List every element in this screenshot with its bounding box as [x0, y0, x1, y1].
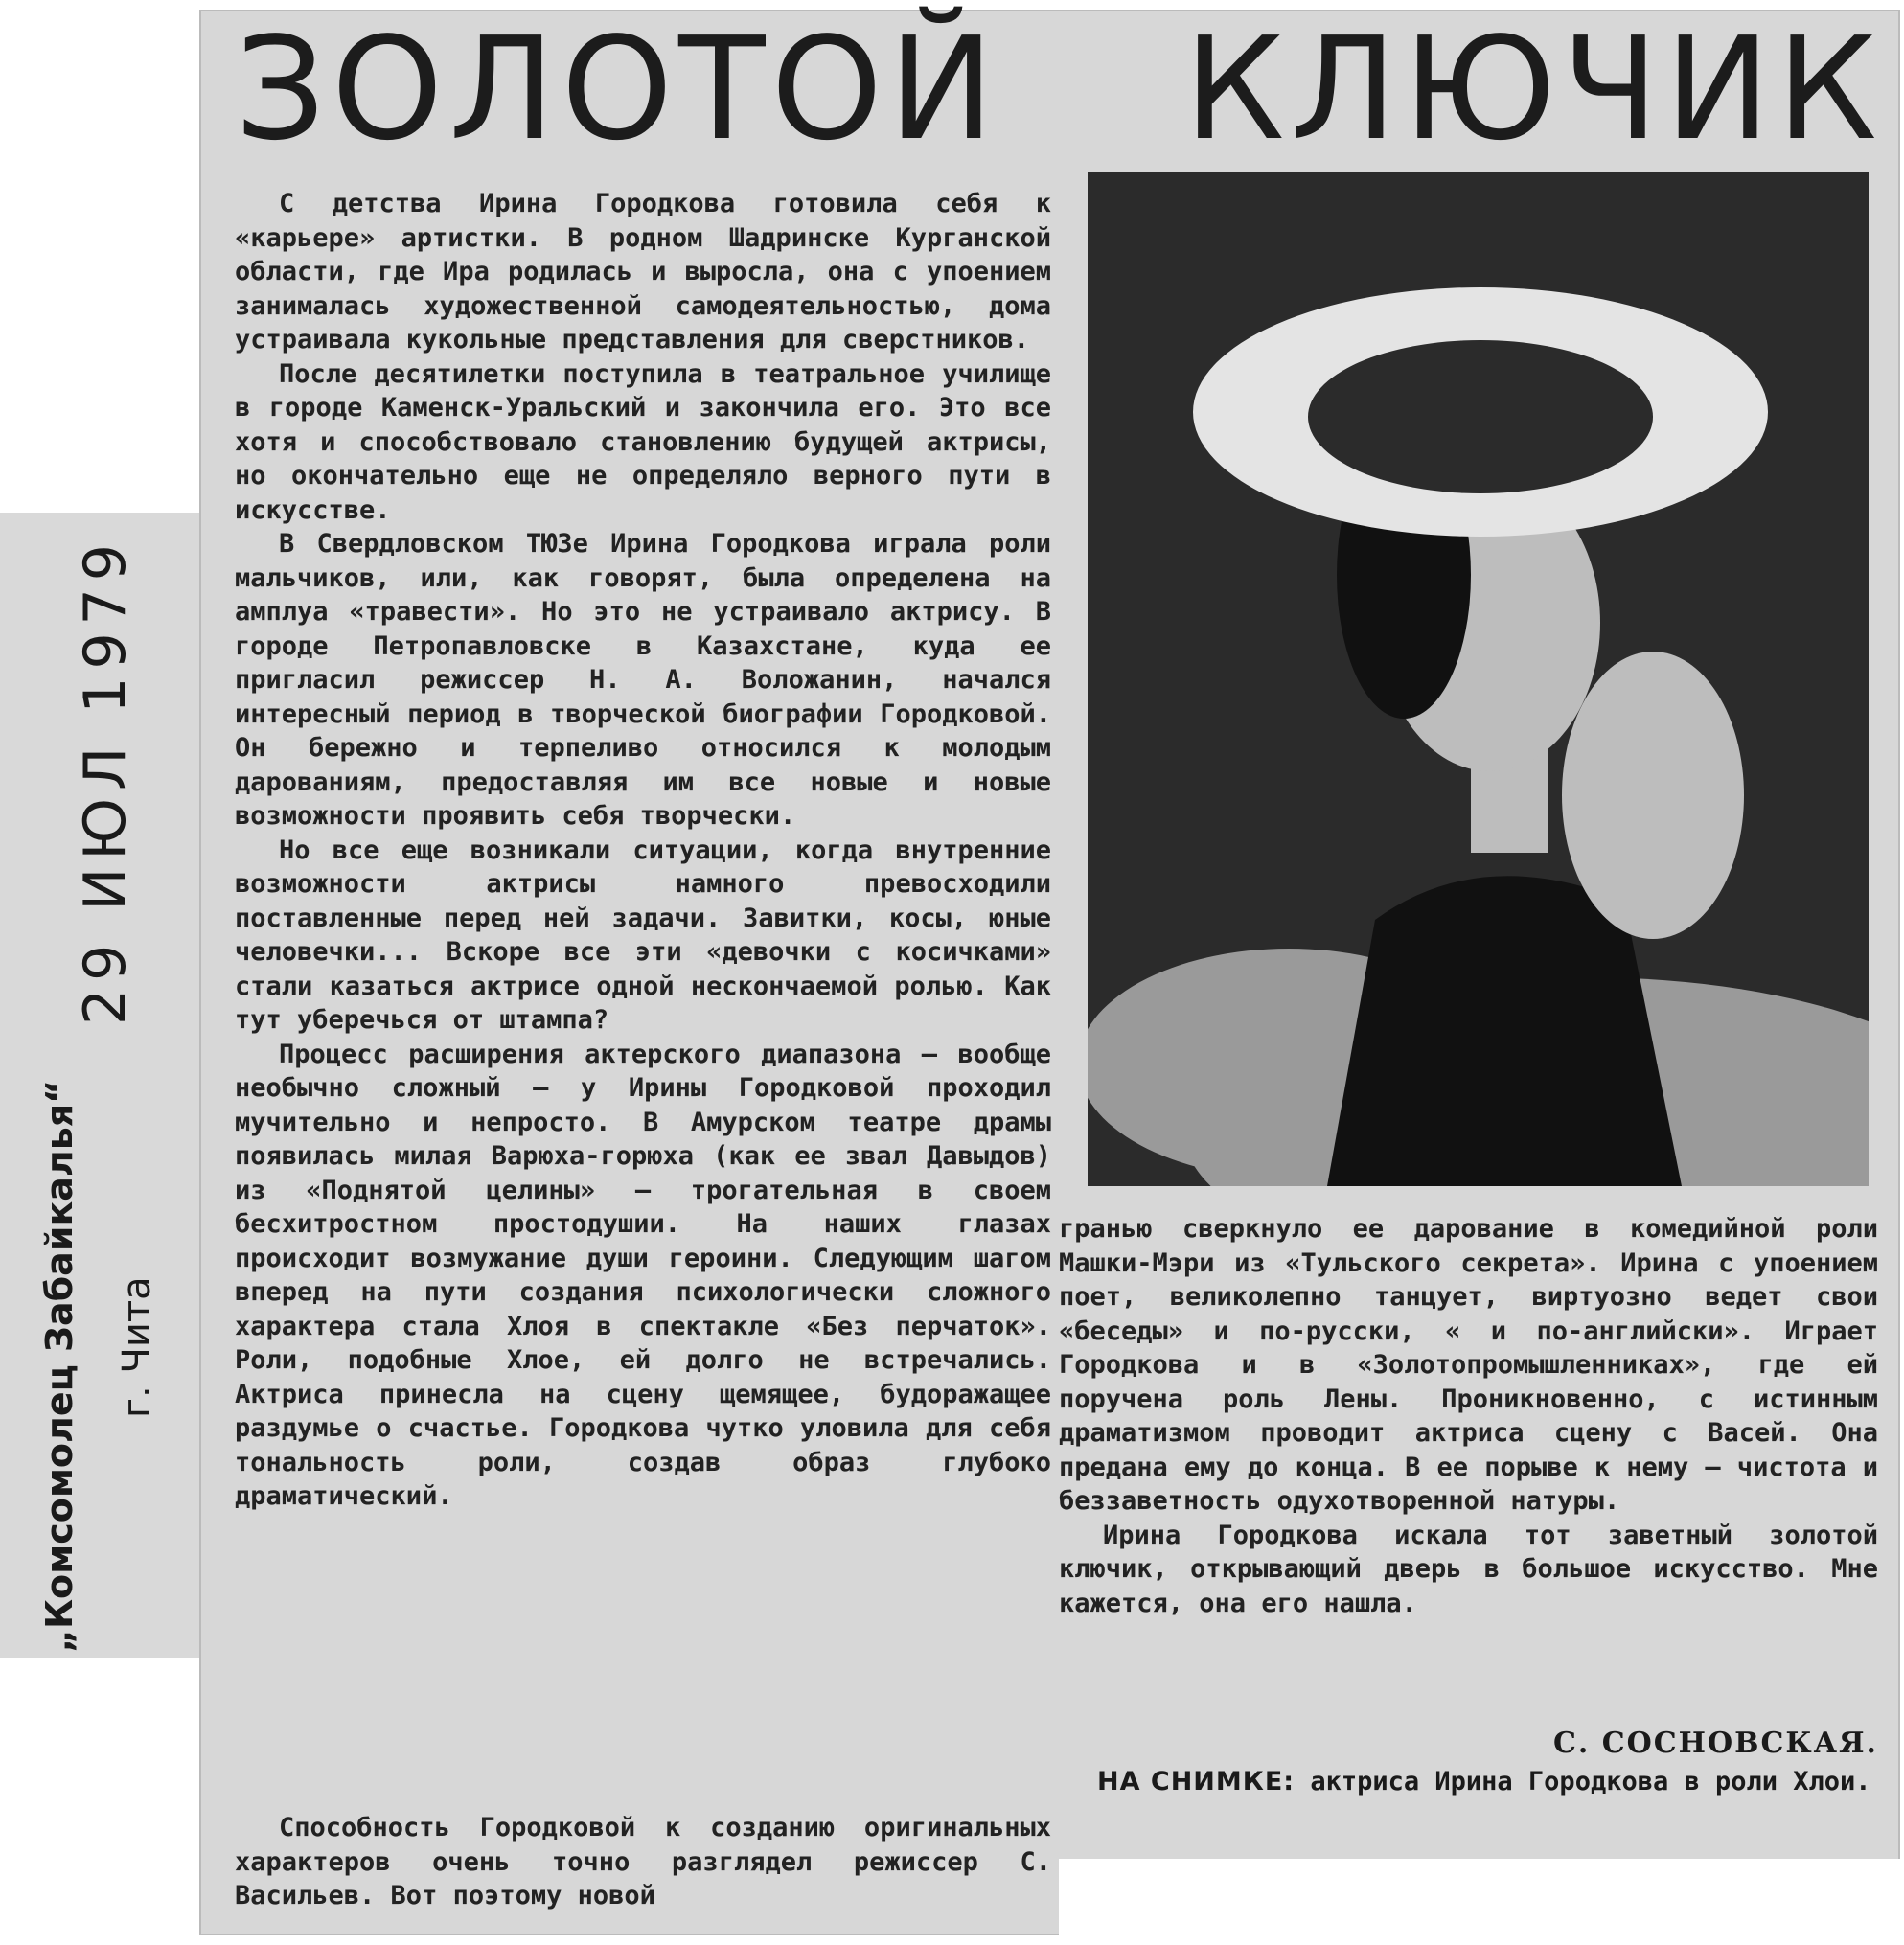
paragraph: Процесс расширения актерского диапазона — вообще необычно сложный — у Ирины Городковой проходил мучительно и непросто. В Амурском театре драмы появилась милая Варюха-горюха (как ее звал Давыдов) из «Поднятой целины» — трогательная в своем бесхитростном простодушии. На наших глазах происходит возмужание души героини. Следующим шагом вперед на пути создания психологически сложного характера стала Хлоя в спектакле «Без перчаток». Роли, подобные Хлое, ей долго не встречались. Актриса принесла на сцену щемящее, будоражащее раздумье о счастье. Городкова чутко уловила для себя тональность роли, создав образ глубоко драматический.	[235, 1039, 1051, 1511]
clipping-cut-corner	[1059, 1859, 1902, 1945]
paragraph: Способность Городковой к созданию оригинальных характеров очень точно разглядел режиссер С. Васильев. Вот поэтому новой	[235, 1813, 1051, 1911]
article-column-left	[235, 187, 1051, 1514]
photo-caption	[1059, 1765, 1878, 1799]
paragraph: гранью сверкнуло ее дарование в комедийной роли Машки-Мэри из «Тульского секрета». Ирина с упоением поет, великолепно танцует, виртуозно ведет свои «беседы» и по-русски, « и по-английски». Играет Городкова и в «Золотопромышленниках», где ей поручена роль Лены. Проникновенно, с истинным драматизмом проводит актриса сцену с Васей. Она предана ему до конца. В ее порыве к нему — чистота и беззаветность одухотворенной натуры.	[1059, 1214, 1878, 1516]
article-column-right	[1059, 1212, 1878, 1620]
paragraph: В Свердловском ТЮЗе Ирина Городкова играла роли мальчиков, или, как говорят, была определена на амплуа «травести». Но это не устраивало актрису. В городе Петропавловске в Казахстане, куда ее пригласил режиссер Н. А. Воложанин, начался интересный период в творческой биографии Городковой. Он бережно и терпеливо относился к молодым дарованиям, предоставляя им все новые и новые возможности проявить себя творчески.	[235, 529, 1051, 831]
article-column-left-tail	[235, 1811, 1051, 1913]
date-stamp: 29 ИЮЛ 1979	[72, 537, 139, 1025]
author-signature: С. СОСНОВСКАЯ.	[1553, 1727, 1878, 1760]
headline-word-1: ЗОЛОТОЙ	[235, 7, 1000, 172]
caption-text: актриса Ирина Городкова в роли Хлои.	[1295, 1767, 1871, 1796]
photo-illustration	[1088, 172, 1869, 1186]
headline-word-2: КЛЮЧИК	[1183, 7, 1883, 172]
paragraph: С детства Ирина Городкова готовила себя к «карьере» артистки. В родном Шадринске Курганской области, где Ира родилась и выросла, она с упоением занималась художественной самодеятельностью, дома устраивала кукольные представления для сверстников.	[235, 189, 1051, 355]
newspaper-stamp: „Комсомолец Забайкалья“	[38, 1079, 80, 1653]
article-headline	[235, 7, 1883, 172]
paragraph: Но все еще возникали ситуации, когда внутренние возможности актрисы намного превосходили поставленные перед ней задачи. Завитки, косы, юные человечки... Вскоре все эти «девочки с косичками» стали казаться актрисе одной нескончаемой ролью. Как тут уберечься от штампа?	[235, 835, 1051, 1035]
actress-photo	[1088, 172, 1869, 1186]
caption-lead: НА СНИМКЕ:	[1097, 1767, 1296, 1796]
paragraph: Ирина Городкова искала тот заветный золотой ключик, открывающий дверь в большое искусство. Мне кажется, она его нашла.	[1059, 1520, 1878, 1618]
paragraph: После десятилетки поступила в театральное училище в городе Каменск-Уральский и закончила его. Это все хотя и способствовало становлению будущей актрисы, но окончательно еще не определяло верного пути в искусстве.	[235, 358, 1051, 525]
city-stamp: г. Чита	[115, 1276, 159, 1418]
